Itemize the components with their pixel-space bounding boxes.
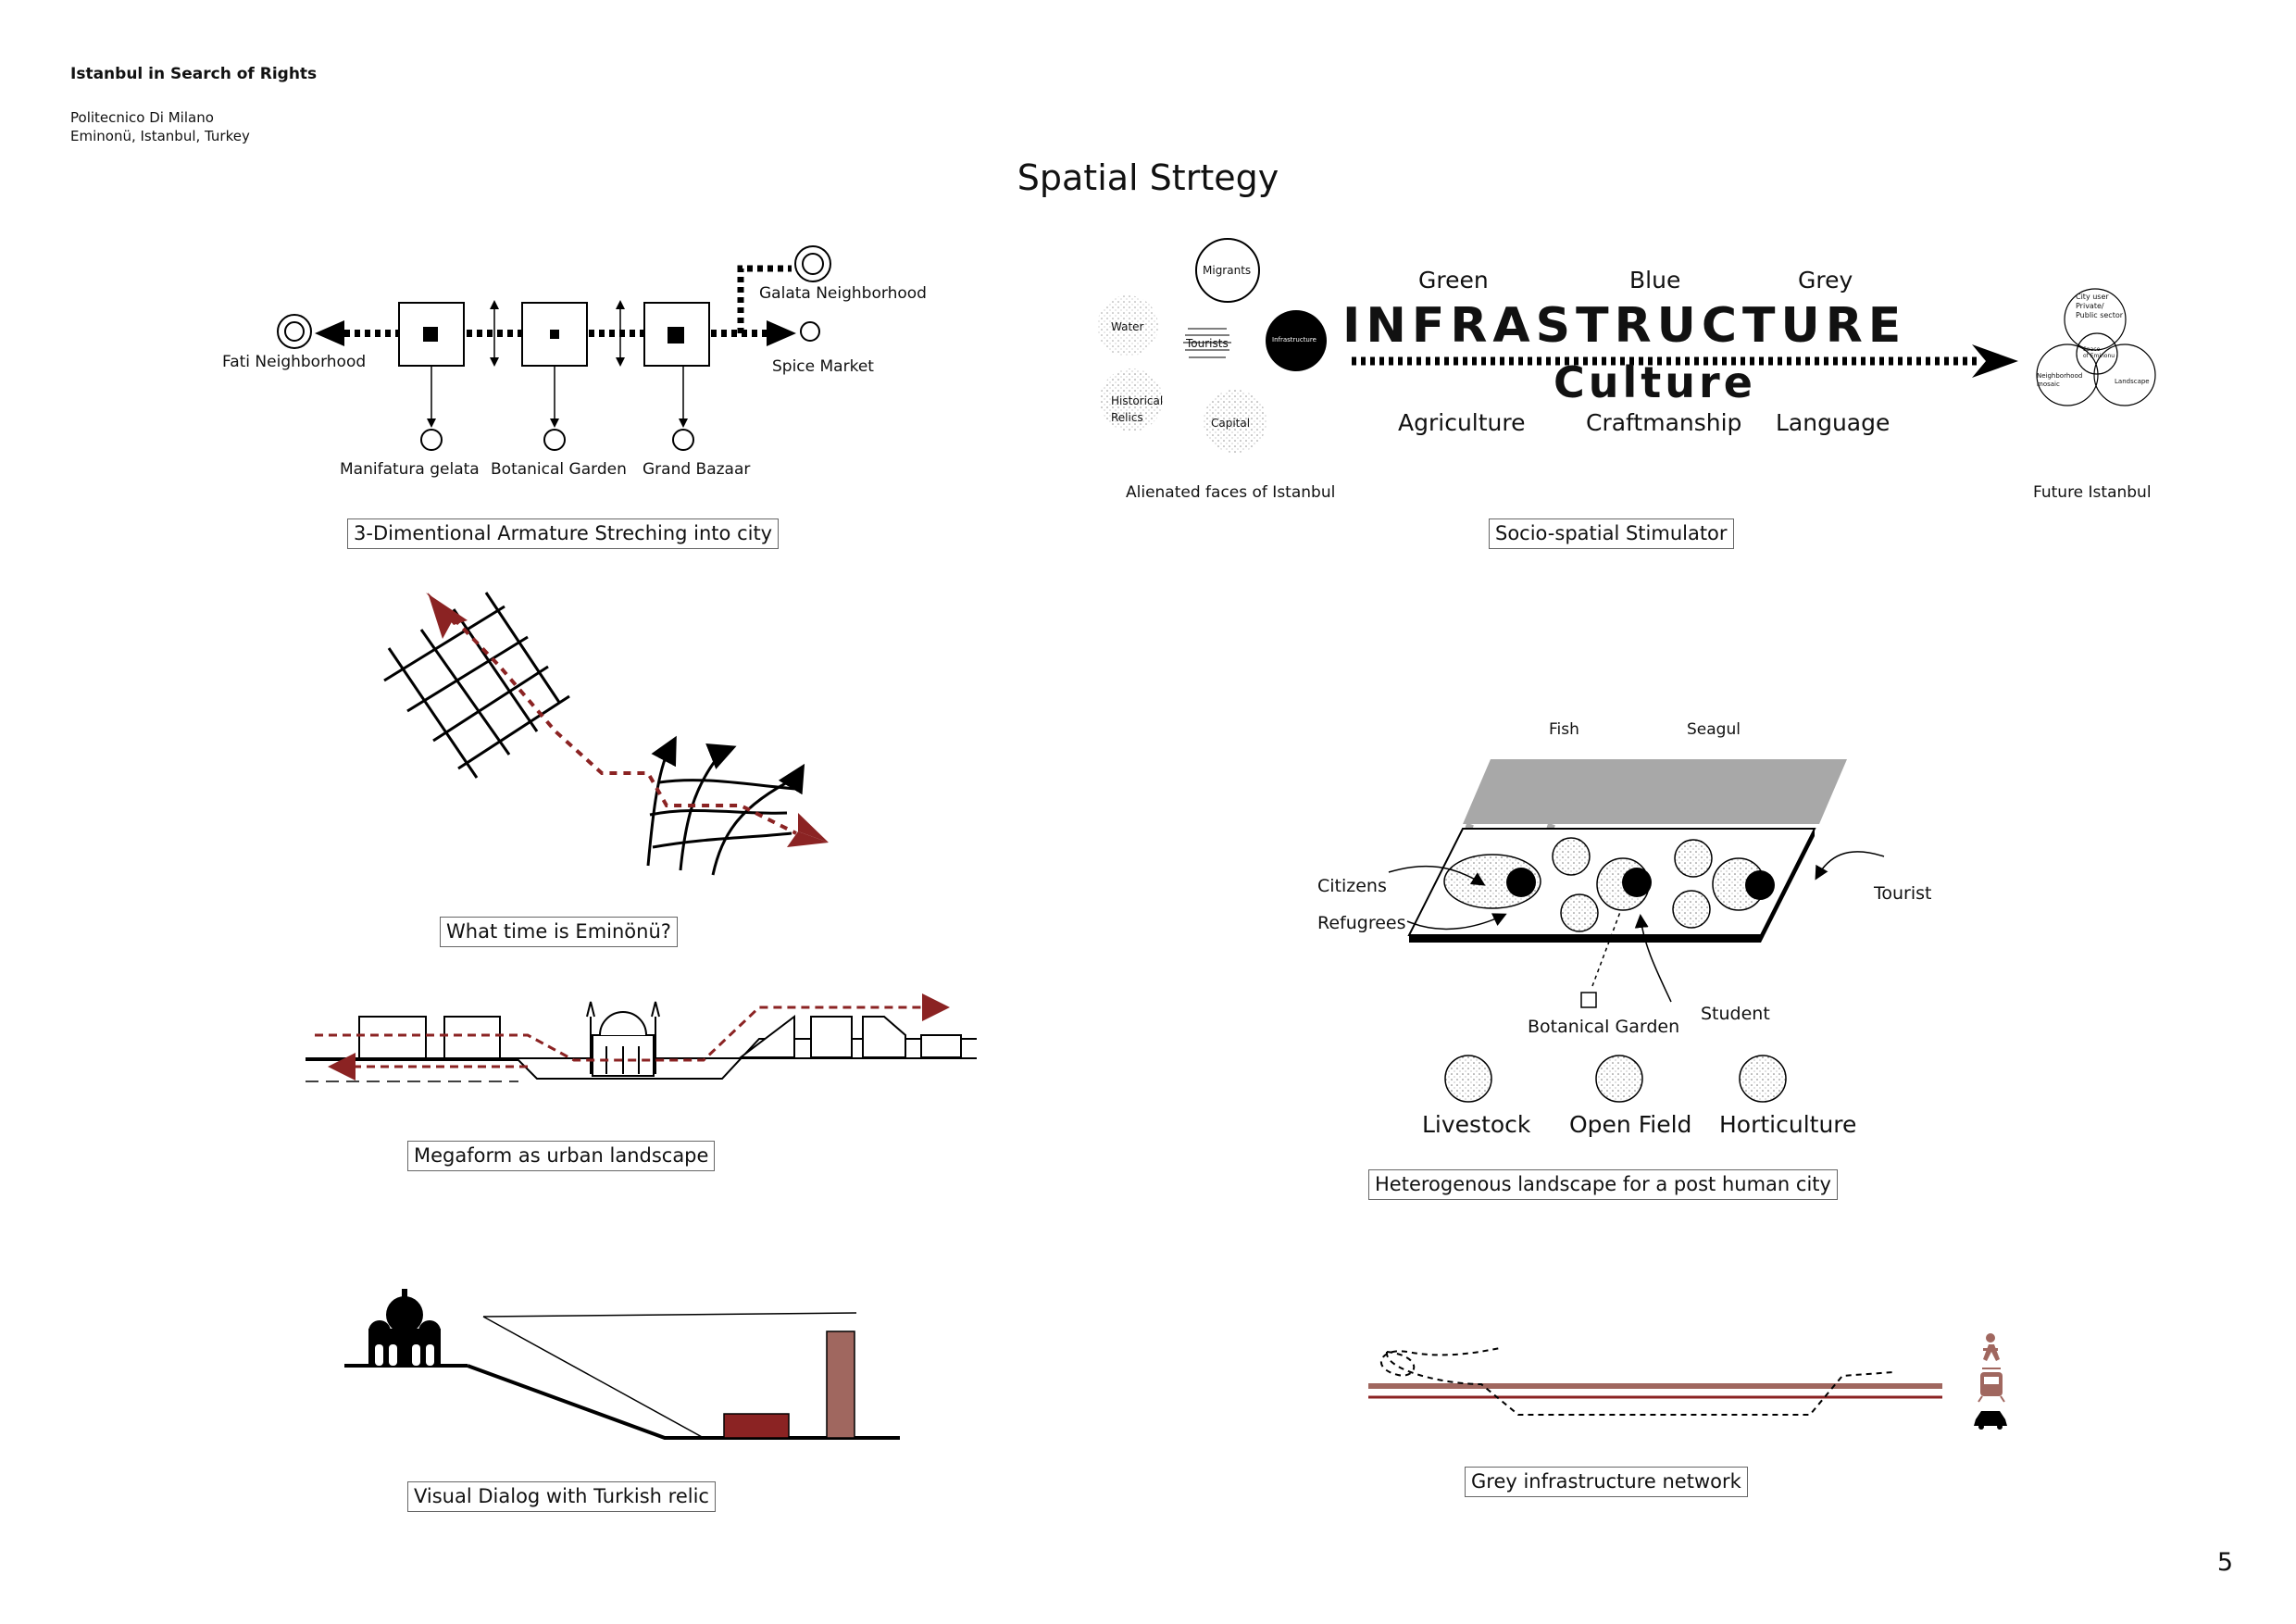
page-title: Spatial Strtegy	[1017, 157, 1279, 198]
language-label: Language	[1776, 409, 1890, 436]
time-diagram	[384, 593, 802, 875]
armature-diagram	[278, 246, 830, 450]
fati-node-icon	[278, 315, 311, 348]
megaform-diagram	[306, 1002, 977, 1081]
infrastructure-core-label: Infrastructure	[1272, 336, 1316, 344]
low-building	[724, 1414, 789, 1438]
relics-label: Relics	[1111, 411, 1143, 424]
heterogenous-caption: Heterogenous landscape for a post human city	[1368, 1169, 1838, 1200]
relic-caption: Visual Dialog with Turkish relic	[407, 1481, 716, 1512]
green-label: Green	[1418, 267, 1489, 294]
future-space: Space of Eminonu	[2083, 346, 2115, 359]
tram-icon	[1978, 1368, 2004, 1402]
infrastructure-word: INFRASTRUCTURE	[1342, 298, 1907, 354]
blue-label: Blue	[1629, 267, 1681, 294]
botanical-garden-label: Botanical Garden	[1528, 1017, 1680, 1037]
relic-diagram	[344, 1289, 900, 1438]
armature-caption: 3-Dimentional Armature Streching into city	[347, 518, 779, 549]
manifatura-label: Manifatura gelata	[340, 460, 480, 479]
stimulator-caption: Socio-spatial Stimulator	[1489, 518, 1734, 549]
future-neighborhood: Neighborhood mosaic	[2037, 372, 2083, 388]
mosque-icon	[587, 1002, 659, 1076]
water-label: Water	[1111, 320, 1144, 333]
heterogenous-diagram	[1389, 759, 1884, 1102]
time-caption: What time is Eminönü?	[440, 917, 678, 947]
horticulture-label: Horticulture	[1719, 1111, 1857, 1138]
car-icon	[1974, 1411, 2007, 1430]
megaform-caption: Megaform as urban landscape	[407, 1141, 715, 1171]
fati-label: Fati Neighborhood	[222, 353, 367, 371]
project-title: Istanbul in Search of Rights	[70, 65, 318, 83]
future-city-user: City user Private/ Public sector	[2076, 293, 2124, 319]
galata-node-icon	[795, 246, 830, 281]
capital-label: Capital	[1211, 417, 1251, 430]
grey-network-caption: Grey infrastructure network	[1465, 1467, 1748, 1497]
grand-bazaar-label: Grand Bazaar	[643, 460, 751, 479]
tower-building	[827, 1331, 855, 1438]
future-istanbul-caption: Future Istanbul	[2033, 483, 2152, 502]
tourists-label: Tourists	[1186, 337, 1229, 350]
institution: Politecnico Di Milano	[70, 109, 214, 126]
location: Eminonü, Istanbul, Turkey	[70, 128, 250, 144]
fish-label: Fish	[1549, 720, 1579, 739]
grey-network-diagram	[1368, 1333, 2007, 1430]
alienated-caption: Alienated faces of Istanbul	[1126, 483, 1336, 502]
historical-label: Historical	[1111, 394, 1164, 407]
spice-node-icon	[801, 322, 819, 341]
culture-word: Culture	[1554, 357, 1756, 407]
migrants-label: Migrants	[1203, 264, 1252, 277]
page-number: 5	[2216, 1548, 2233, 1577]
craftmanship-label: Craftmanship	[1586, 409, 1742, 436]
tourist-label: Tourist	[1874, 883, 1932, 904]
grey-band	[1463, 759, 1847, 824]
open-field-label: Open Field	[1569, 1111, 1692, 1138]
refugrees-label: Refugrees	[1317, 913, 1406, 933]
future-landscape: Landscape	[2115, 378, 2150, 385]
spice-market-label: Spice Market	[772, 357, 874, 376]
student-label: Student	[1701, 1004, 1770, 1024]
pedestrian-icon	[1983, 1333, 2000, 1361]
seagul-label: Seagul	[1687, 720, 1741, 739]
grey-label: Grey	[1798, 267, 1853, 294]
livestock-label: Livestock	[1422, 1111, 1531, 1138]
botanical-label: Botanical Garden	[491, 460, 627, 479]
galata-label: Galata Neighborhood	[759, 284, 927, 303]
citizens-label: Citizens	[1317, 876, 1387, 896]
agriculture-label: Agriculture	[1398, 409, 1526, 436]
